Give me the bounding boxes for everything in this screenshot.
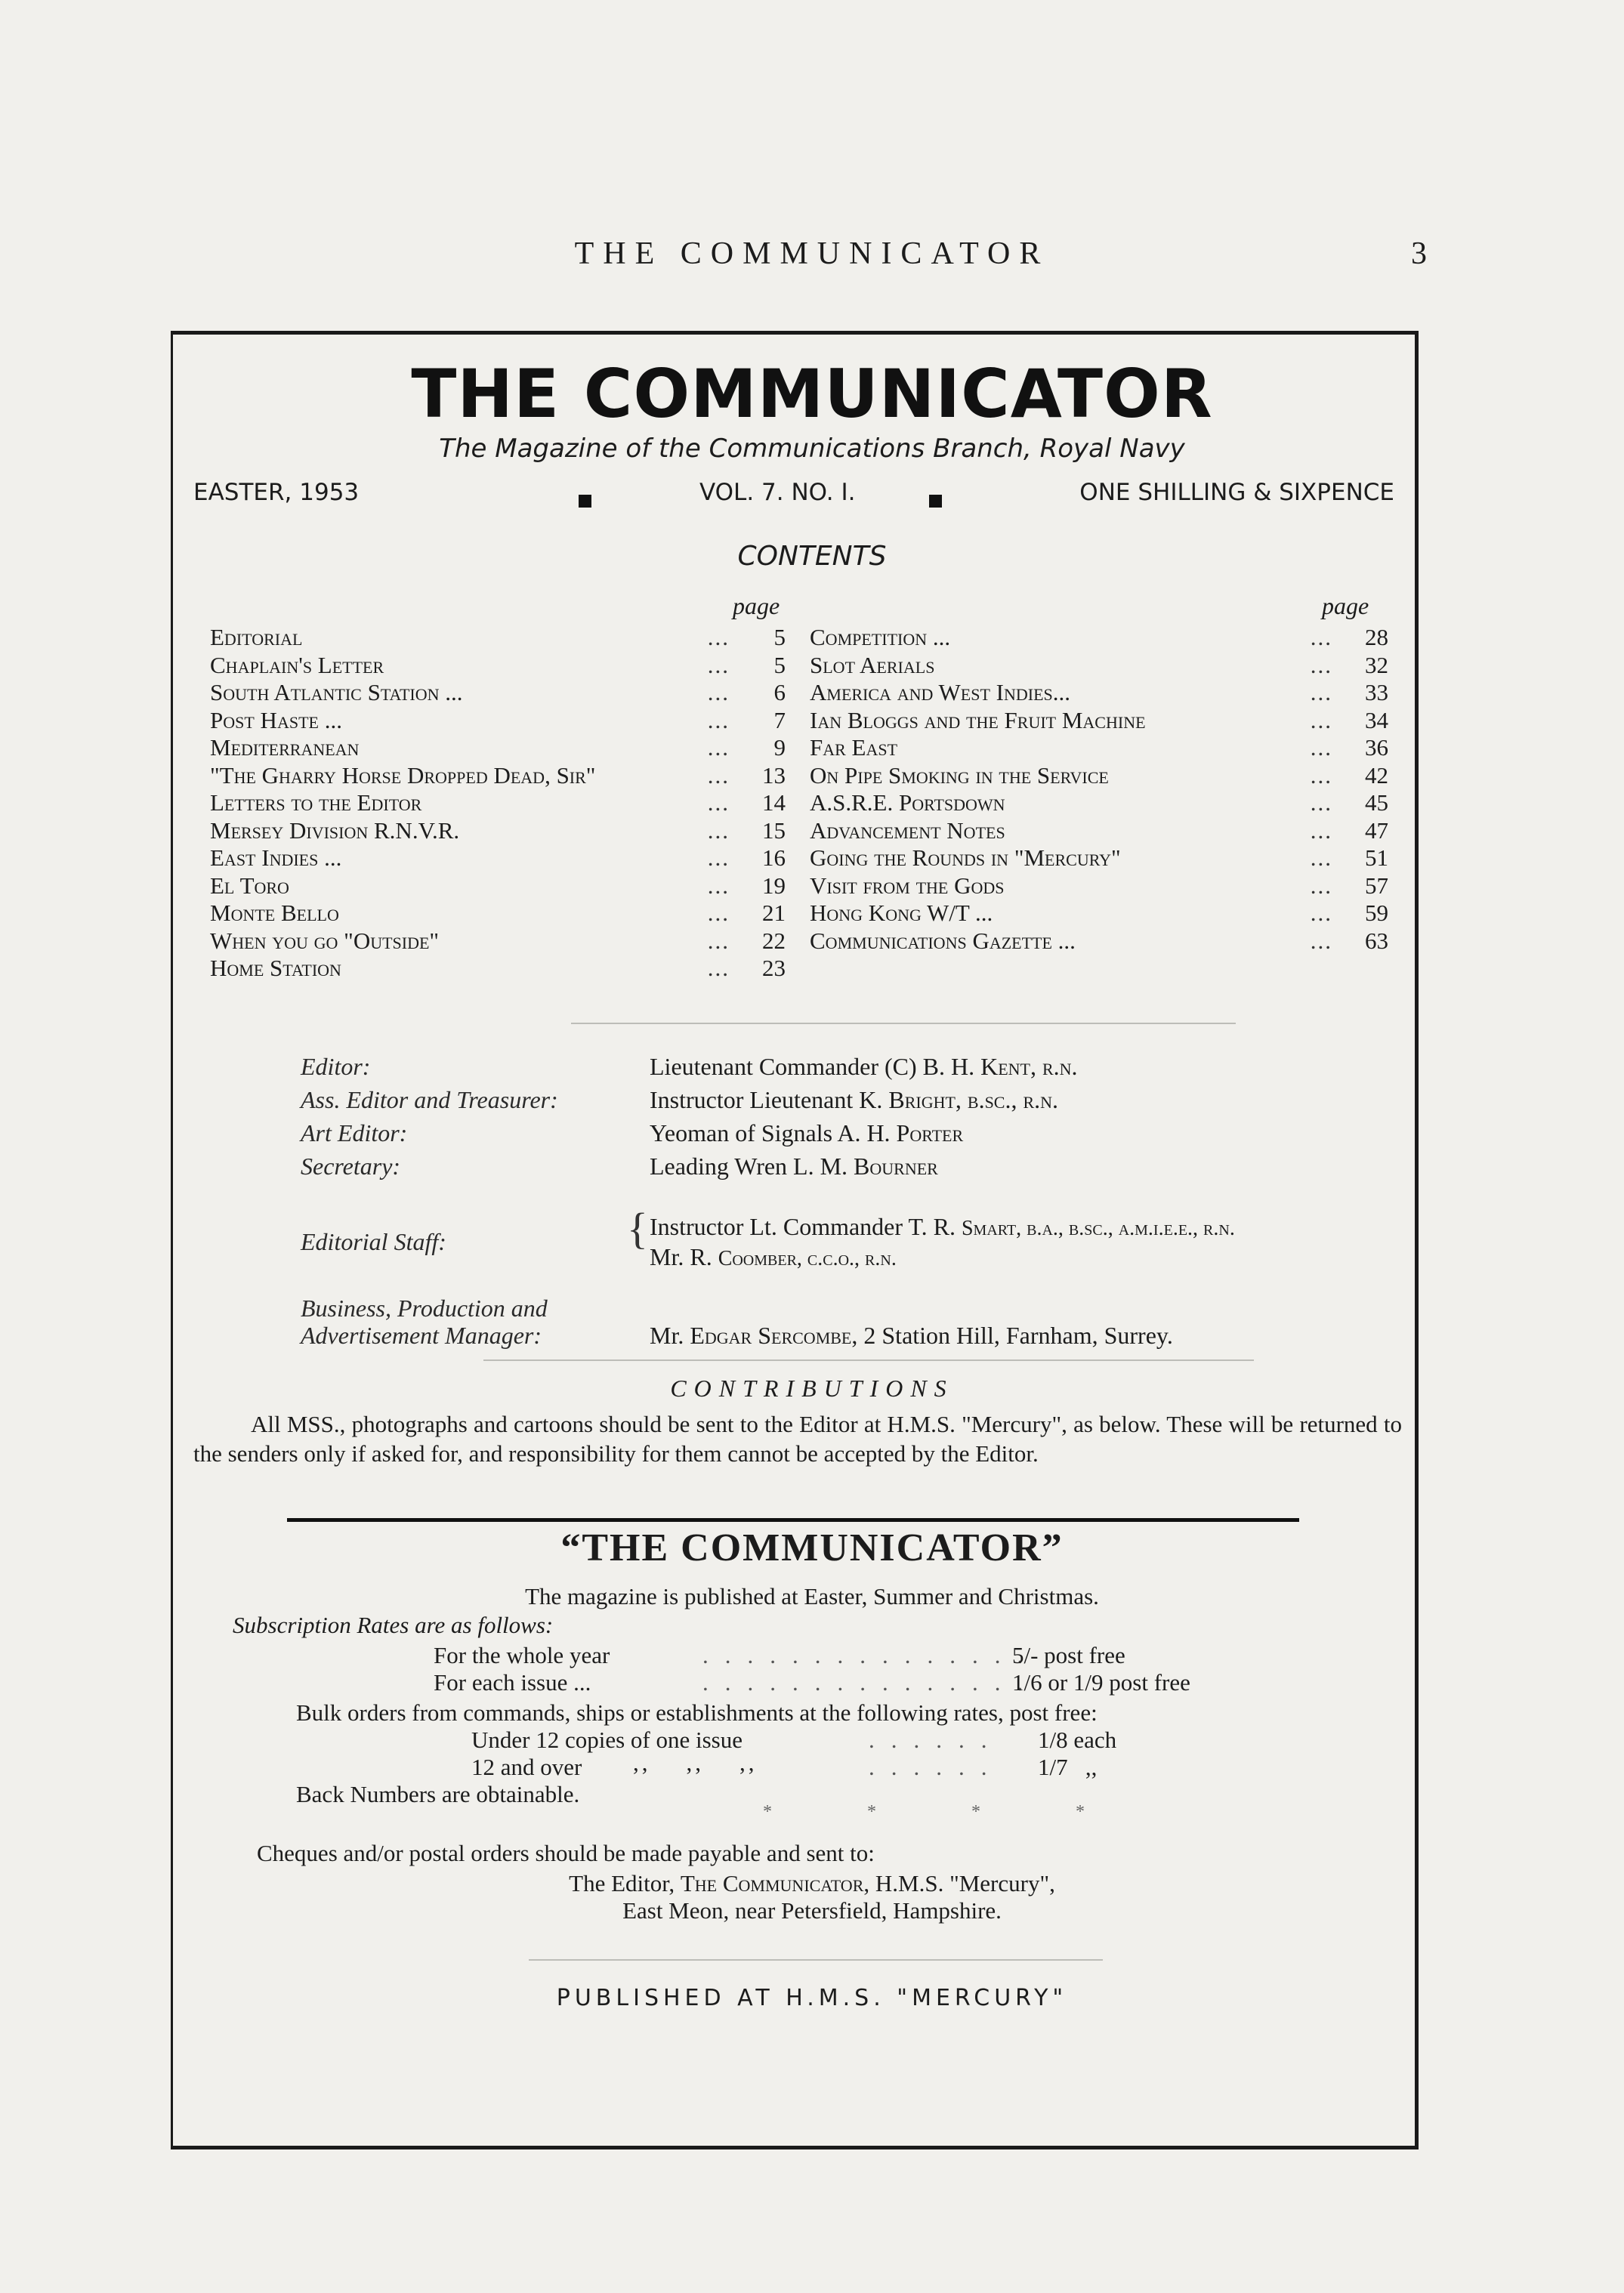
toc-entry — [810, 927, 1388, 959]
toc-page-number: 15 — [762, 816, 786, 844]
staff-list — [301, 1053, 1403, 1355]
issue-date: EASTER, 1953 — [193, 479, 360, 506]
toc-page-number: 57 — [1365, 872, 1388, 899]
staff-role: Business, Production and — [301, 1295, 548, 1322]
toc-page-number: 28 — [1365, 624, 1388, 650]
divider — [483, 1359, 1254, 1361]
toc-page-number: 63 — [1365, 927, 1388, 954]
leader-dots: ... — [707, 872, 730, 899]
toc-title: Slot Aerials — [810, 651, 935, 678]
brace-icon: { — [627, 1204, 648, 1253]
toc-page-number: 13 — [762, 761, 786, 789]
toc-page-number: 51 — [1365, 844, 1388, 871]
contributions-text: All MSS., photographs and cartoons should be sent to the Editor at H.M.S. "Mercury", as below. These will be returned to the senders only if asked for, and responsibility for them cannot be accepted by the Editor. — [193, 1411, 1402, 1467]
toc-title: Ian Bloggs and the Fruit Machine — [810, 706, 1146, 733]
issue-price: ONE SHILLING & SIXPENCE — [1079, 479, 1394, 506]
toc-title: Mediterranean — [210, 734, 360, 761]
toc-page-number: 19 — [762, 872, 786, 899]
toc-page-number: 6 — [773, 679, 786, 705]
masthead-title: THE COMMUNICATOR — [411, 355, 1213, 433]
leader-dots: ... — [707, 816, 730, 844]
leader-dots: ... — [707, 706, 730, 733]
leader-dots: ... — [707, 734, 730, 761]
leader-dots: ............... — [702, 1642, 1040, 1668]
staff-row — [301, 1086, 1403, 1119]
separator-stars: * * * * — [763, 1802, 1130, 1822]
toc-title: Chaplain's Letter — [210, 651, 384, 678]
staff-role: Advertisement Manager: — [301, 1322, 542, 1349]
staff-name: Lieutenant Commander (C) B. H. Kent, r.n. — [650, 1053, 1078, 1080]
contents-right-column — [810, 624, 1388, 986]
staff-name: Instructor Lt. Commander T. R. Smart, b.a., b.sc., a.m.i.e.e., r.n. — [650, 1213, 1235, 1240]
bulk-orders: Bulk orders from commands, ships or establishments at the following rates, post free: — [296, 1699, 1098, 1726]
postal-address-line1: The Editor, The Communicator, H.M.S. "Mercury", — [569, 1870, 1055, 1896]
rates-heading: Subscription Rates are as follows: — [233, 1612, 554, 1638]
leader-dots: ... — [1310, 844, 1332, 871]
toc-title: Advancement Notes — [810, 816, 1005, 844]
back-numbers: Back Numbers are obtainable. — [296, 1781, 580, 1807]
toc-page-number: 42 — [1365, 761, 1388, 789]
toc-page-number: 59 — [1365, 900, 1388, 926]
toc-page-number: 23 — [762, 955, 786, 981]
toc-title: Monte Bello — [210, 900, 339, 926]
contents-left-column — [210, 624, 786, 986]
leader-dots: ... — [1310, 900, 1332, 926]
subscription-title: “THE COMMUNICATOR” — [560, 1526, 1064, 1569]
leader-dots: ... — [707, 900, 730, 926]
staff-row — [301, 1053, 1403, 1086]
contents-right-page-label: page — [1322, 592, 1369, 619]
toc-title: Communications Gazette ... — [810, 927, 1076, 954]
subscription-block — [0, 1583, 1624, 1976]
leader-dots: ... — [707, 651, 730, 678]
staff-row — [301, 1153, 1403, 1186]
issue-line — [193, 479, 1394, 514]
toc-title: On Pipe Smoking in the Service — [810, 761, 1109, 789]
running-head: THE COMMUNICATOR — [574, 236, 1050, 271]
toc-page-number: 22 — [762, 927, 786, 954]
staff-row — [301, 1119, 1403, 1153]
leader-dots: ... — [1310, 789, 1332, 816]
page-number: 3 — [1411, 236, 1427, 271]
toc-title: "The Gharry Horse Dropped Dead, Sir" — [210, 761, 596, 789]
ditto-marks: ,, ,, ,, — [633, 1749, 758, 1776]
toc-page-number: 7 — [773, 706, 786, 733]
toc-title: When you go "Outside" — [210, 927, 440, 954]
rate-label: For each issue ... — [434, 1669, 591, 1696]
toc-title: Editorial — [210, 624, 303, 650]
leader-dots: ............... — [702, 1669, 1040, 1696]
toc-title: East Indies ... — [210, 844, 342, 871]
published-footer: PUBLISHED AT H.M.S. "MERCURY" — [556, 1985, 1068, 2011]
contributions-heading: CONTRIBUTIONS — [670, 1375, 954, 1402]
toc-page-number: 36 — [1365, 734, 1388, 761]
contents-left-page-label: page — [733, 592, 780, 619]
toc-page-number: 33 — [1365, 679, 1388, 705]
leader-dots: ... — [707, 927, 730, 954]
leader-dots: ... — [707, 624, 730, 650]
leader-dots: ... — [1310, 624, 1332, 650]
bullet-square-icon — [929, 486, 942, 514]
postal-address-line2: East Meon, near Petersfield, Hampshire. — [622, 1897, 1002, 1924]
staff-name: Yeoman of Signals A. H. Porter — [650, 1119, 964, 1146]
toc-entry — [210, 955, 786, 986]
heavy-divider — [287, 1518, 1299, 1522]
leader-dots: ... — [1310, 927, 1332, 954]
toc-page-number: 14 — [762, 789, 786, 816]
toc-page-number: 21 — [762, 900, 786, 926]
staff-name: Leading Wren L. M. Bourner — [650, 1153, 938, 1180]
staff-name: Instructor Lieutenant K. Bright, b.sc., r.n. — [650, 1086, 1059, 1113]
toc-title: Far East — [810, 734, 898, 761]
toc-title: Visit from the Gods — [810, 872, 1005, 899]
toc-page-number: 45 — [1365, 789, 1388, 816]
toc-title: Letters to the Editor — [210, 789, 422, 816]
masthead-subtitle: The Magazine of the Communications Branch, Royal Navy — [439, 434, 1185, 464]
rate-value: 1/8 each — [1038, 1727, 1117, 1753]
staff-name: Mr. Edgar Sercombe, 2 Station Hill, Farnham, Surrey. — [650, 1322, 1173, 1349]
toc-page-number: 32 — [1365, 651, 1388, 678]
staff-role: Secretary: — [301, 1153, 401, 1180]
toc-page-number: 47 — [1365, 816, 1388, 844]
leader-dots: ... — [1310, 651, 1332, 678]
toc-title: Post Haste ... — [210, 706, 342, 733]
divider — [529, 1959, 1103, 1961]
publication-schedule: The magazine is published at Easter, Summer and Christmas. — [525, 1583, 1099, 1609]
staff-role: Ass. Editor and Treasurer: — [301, 1086, 558, 1113]
leader-dots: ...... — [869, 1754, 1004, 1780]
leader-dots: ... — [1310, 816, 1332, 844]
rate-label: 12 and over — [471, 1754, 582, 1780]
toc-title: America and West Indies... — [810, 679, 1071, 705]
rate-label: For the whole year — [434, 1642, 610, 1668]
toc-title: El Toro — [210, 872, 289, 899]
leader-dots: ... — [1310, 679, 1332, 705]
rate-label: Under 12 copies of one issue — [471, 1727, 743, 1753]
leader-dots: ... — [707, 844, 730, 871]
leader-dots: ...... — [869, 1727, 1004, 1753]
toc-title: Competition ... — [810, 624, 951, 650]
business-row — [301, 1295, 1403, 1355]
toc-page-number: 5 — [773, 651, 786, 678]
bullet-square-icon — [579, 486, 591, 514]
toc-page-number: 5 — [773, 624, 786, 650]
leader-dots: ... — [1310, 872, 1332, 899]
toc-page-number: 9 — [773, 734, 786, 761]
toc-page-number: 16 — [762, 844, 786, 871]
payment-instructions: Cheques and/or postal orders should be made payable and sent to: — [257, 1840, 875, 1866]
toc-title: South Atlantic Station ... — [210, 679, 463, 705]
leader-dots: ... — [707, 761, 730, 789]
leader-dots: ... — [707, 679, 730, 705]
toc-title: Hong Kong W/T ... — [810, 900, 993, 926]
divider — [571, 1023, 1236, 1024]
toc-title: A.S.R.E. Portsdown — [810, 789, 1005, 816]
toc-title: Home Station — [210, 955, 341, 981]
rate-value: 5/- post free — [1012, 1642, 1125, 1668]
contents-heading: CONTENTS — [737, 541, 887, 572]
staff-name: Mr. R. Coomber, c.c.o., r.n. — [650, 1243, 897, 1270]
leader-dots: ... — [1310, 761, 1332, 789]
issue-volume: VOL. 7. NO. I. — [699, 479, 856, 506]
leader-dots: ... — [707, 955, 730, 981]
toc-title: Going the Rounds in "Mercury" — [810, 844, 1121, 871]
staff-role: Editor: — [301, 1053, 371, 1080]
leader-dots: ... — [707, 789, 730, 816]
staff-role: Art Editor: — [301, 1119, 408, 1146]
editorial-staff-row — [301, 1204, 1403, 1276]
toc-page-number: 34 — [1365, 706, 1388, 733]
toc-title: Mersey Division R.N.V.R. — [210, 816, 460, 844]
leader-dots: ... — [1310, 706, 1332, 733]
staff-role: Editorial Staff: — [301, 1228, 446, 1255]
leader-dots: ... — [1310, 734, 1332, 761]
rate-value: 1/6 or 1/9 post free — [1012, 1669, 1190, 1696]
rate-value: 1/7 ,, — [1038, 1754, 1098, 1780]
